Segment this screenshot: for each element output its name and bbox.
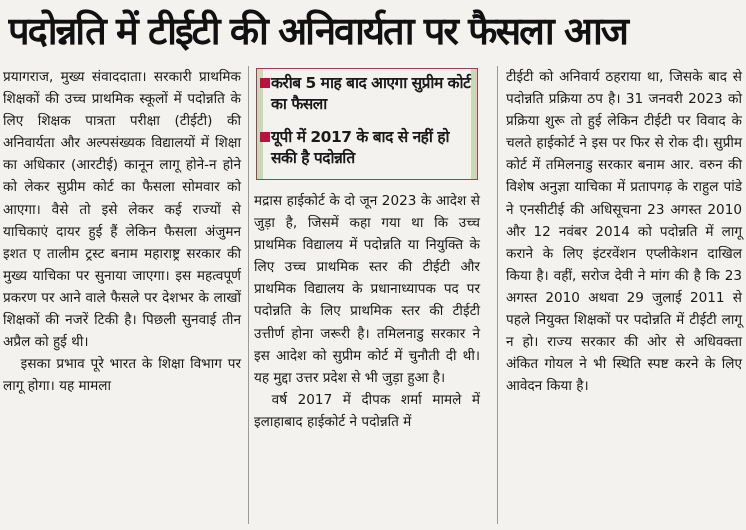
bullet-square-icon [260, 132, 270, 142]
column-3 [506, 66, 742, 397]
column-1 [3, 66, 241, 397]
highlight-point-1 [271, 73, 471, 115]
headline: पदोन्नति में टीईटी की अनिवार्यता पर फैसला आज [8, 9, 627, 53]
column-divider-1 [248, 66, 249, 524]
column-1-paragraph-1: प्रयागराज, मुख्य संवाददाता। सरकारी प्राथमिक शिक्षकों की उच्च प्राथमिक स्कूलों में पदोन्नति के लिए शिक्षक पात्रता परीक्षा (टीईटी) की अनिवार्यता और अल्पसंख्यक विद्यालयों में शिक्षा का अधिकार (आरटीई) कानून लागू होने-न होने को लेकर सुप्रीम कोर्ट का फैसला सोमवार को आएगा। वैसे तो इसे लेकर कई राज्यों से याचिकाएं दायर हुई हैं लेकिन फैसला अंजुमन इशत ए तालीम ट्रस्ट बनाम महाराष्ट्र सरकार की मुख्य याचिका पर सुनाया जाएगा। इस महत्वपूर्ण प्रकरण पर आने वाले फैसले पर देशभर के लाखों शिक्षकों की नजरें टिकी है। पिछली सुनवाई तीन अप्रैल को हुई थी। [3, 69, 241, 351]
column-2 [254, 190, 480, 433]
highlight-text-1: करीब 5 माह बाद आएगा सुप्रीम कोर्ट का फैसला [271, 74, 471, 113]
bullet-square-icon [260, 78, 270, 88]
column-1-paragraph-2: इसका प्रभाव पूरे भारत के शिक्षा विभाग पर लागू होगा। यह मामला [3, 356, 241, 395]
callout-right-band [471, 69, 477, 179]
column-divider-2 [497, 66, 498, 524]
column-2-paragraph-1: मद्रास हाईकोर्ट के दो जून 2023 के आदेश से जुड़ा है, जिसमें कहा गया था कि उच्च प्राथमिक विद्यालय में पदोन्नति या नियुक्ति के लिए उच्च प्राथमिक स्तर की टीईटी और प्राथमिक विद्यालय के प्रधानाध्यापक पद पर पदोन्नति के लिए प्राथमिक स्तर की टीईटी उत्तीर्ण होना जरूरी है। तमिलनाडु सरकार ने इस आदेश को सुप्रीम कोर्ट में चुनौती दी थी। यह मुद्दा उत्तर प्रदेश से भी जुड़ा हुआ है। [254, 193, 480, 386]
column-3-paragraph-1: टीईटी को अनिवार्य ठहराया था, जिसके बाद से पदोन्नति प्रक्रिया ठप है। 31 जनवरी 2023 को प्रक्रिया शुरू तो हुई लेकिन टीईटी पर विवाद के चलते हाईकोर्ट ने इस पर फिर से रोक दी। सुप्रीम कोर्ट में तमिलनाडु सरकार बनाम आर. वरुन की विशेष अनुज्ञा याचिका में प्रतापगढ़ के राहुल पांडे ने एनसीटीई की अधिसूचना 23 अगस्त 2010 और 12 नवंबर 2014 को पदोन्नति में लागू कराने के लिए इंटरवेंशन एप्लीकेशन दाखिल किया है। वहीं, सरोज देवी ने मांग की है कि 23 अगस्त 2010 अथवा 29 जुलाई 2011 से पहले नियुक्त शिक्षकों पर पदोन्नति में टीईटी लागू न हो। राज्य सरकार की ओर से अधिवक्ता अंकित गोयल ने भी स्थिति स्पष्ट करने के लिए आवेदन किया है। [506, 69, 742, 395]
column-2-paragraph-2: वर्ष 2017 में दीपक शर्मा मामले में इलाहाबाद हाईकोर्ट ने पदोन्नति में [254, 391, 480, 430]
highlight-point-2 [271, 127, 471, 169]
highlights-box [256, 68, 478, 180]
highlight-text-2: यूपी में 2017 के बाद से नहीं हो सकी है पदोन्नति [271, 128, 450, 167]
